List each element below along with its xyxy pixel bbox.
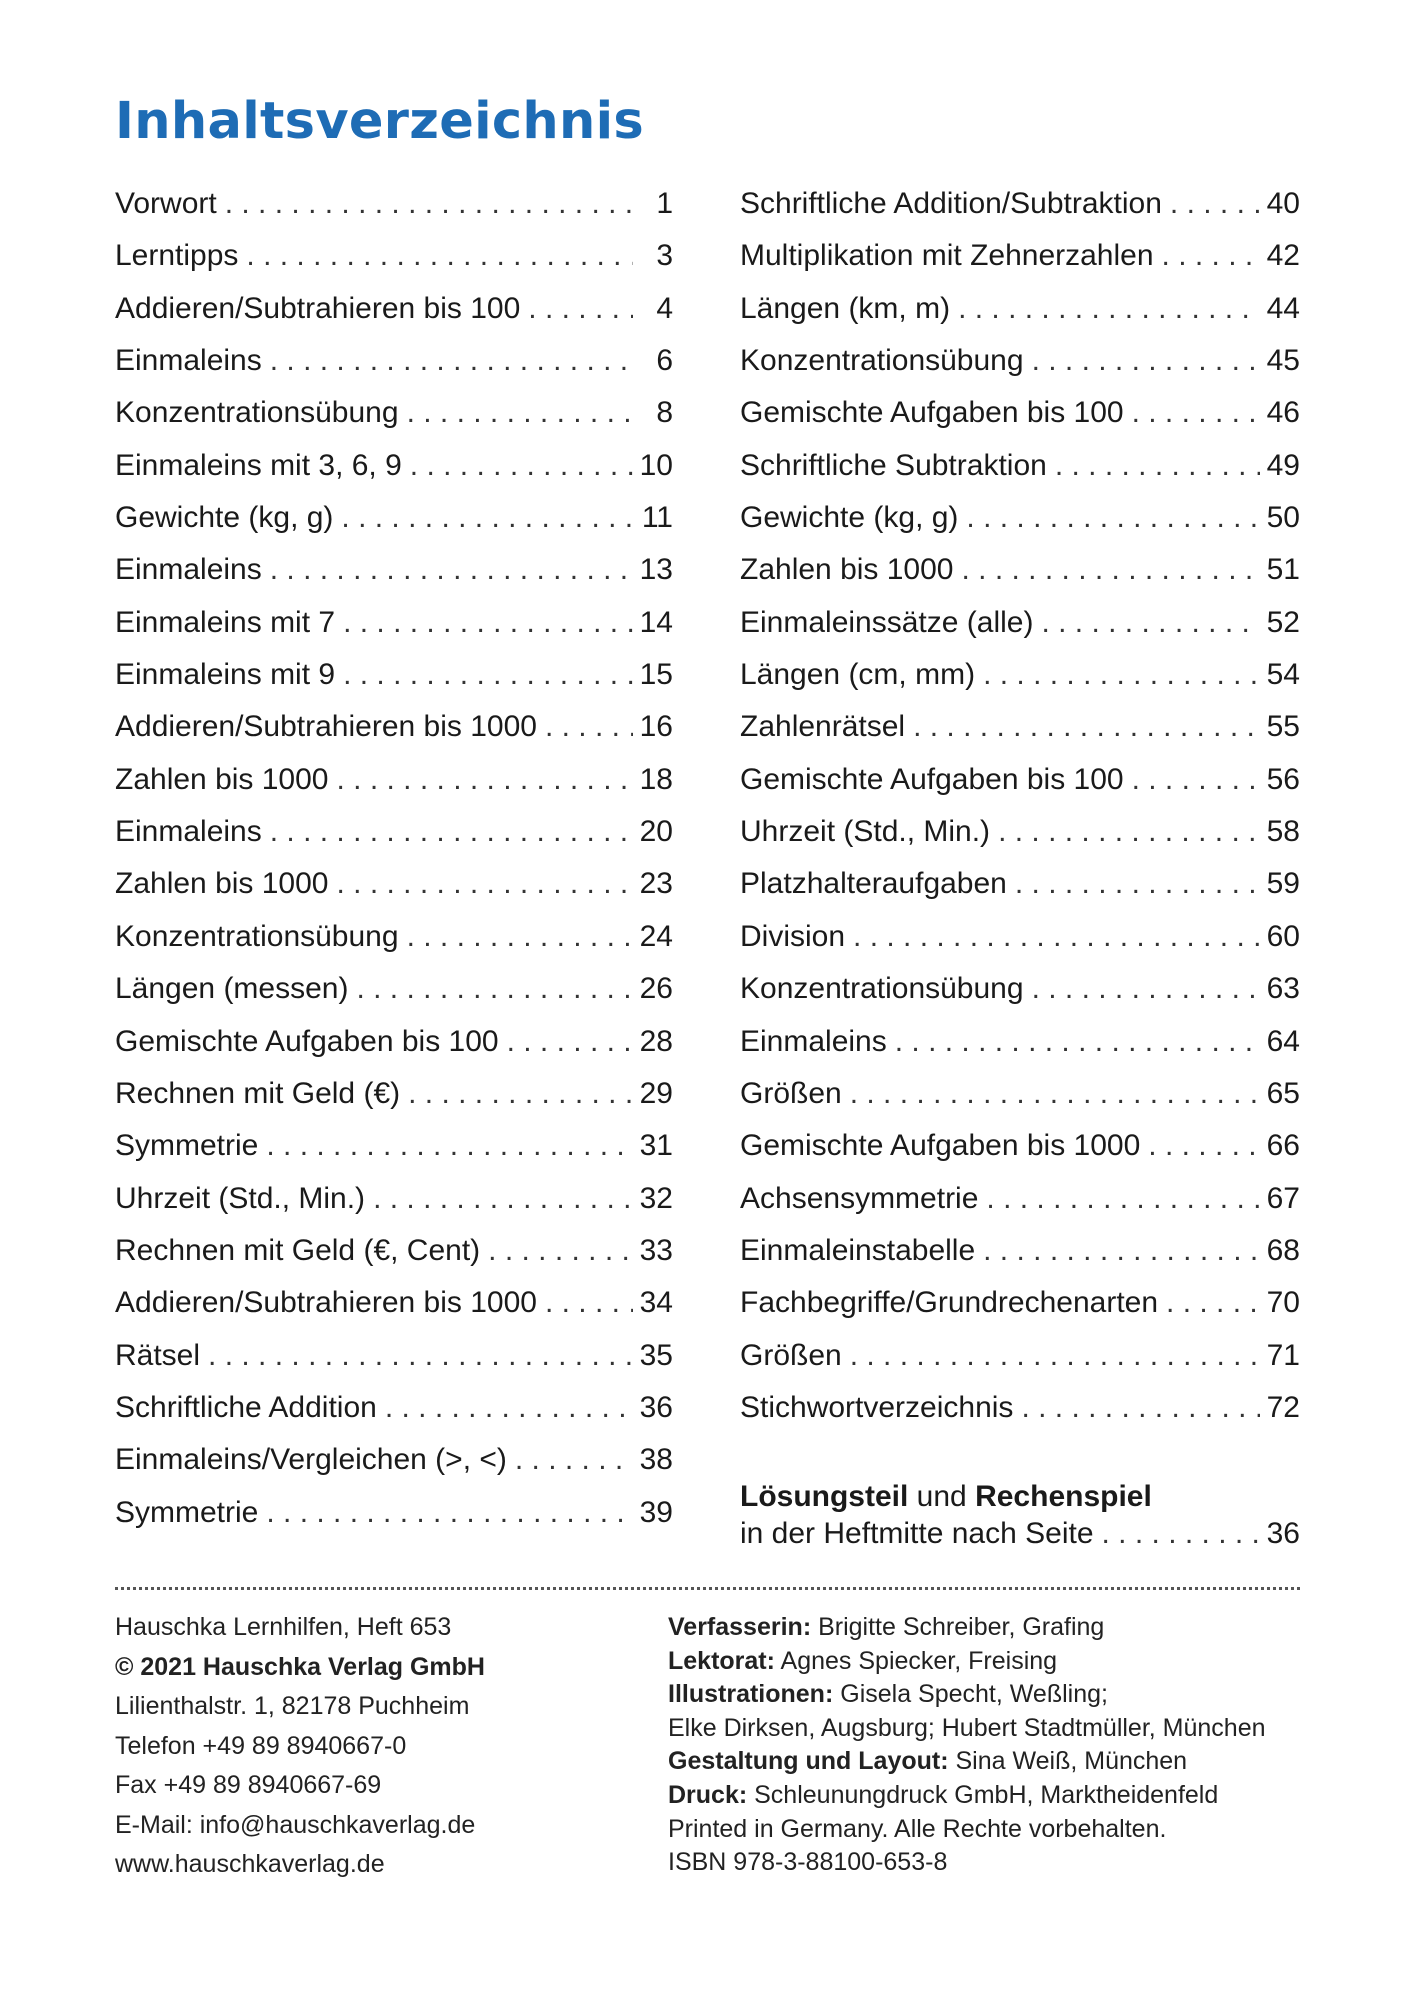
toc-entry-page: 18 <box>639 762 673 796</box>
toc-entry <box>115 178 673 230</box>
toc-entry-page: 8 <box>656 396 673 430</box>
credit-design <box>668 1745 1266 1779</box>
toc-entry-title: Schriftliche Addition/Subtraktion <box>740 187 1162 220</box>
toc-entry-title: Gewichte (kg, g) <box>740 501 959 535</box>
toc-entry-page: 13 <box>639 553 673 587</box>
credit-print-label: Druck: <box>668 1780 748 1809</box>
toc-entry <box>740 335 1300 387</box>
toc-dot-leader <box>1021 1382 1260 1434</box>
toc-entry-title: Platzhalteraufgaben <box>740 867 1007 901</box>
toc-entry-page: 6 <box>656 344 673 378</box>
toc-dot-leader <box>913 701 1260 753</box>
toc-entry-page: 1 <box>656 187 673 220</box>
toc-dot-leader <box>966 492 1260 544</box>
toc-entry-page: 54 <box>1266 658 1300 692</box>
toc-entry-title: Einmaleins <box>115 344 262 378</box>
toc-entry <box>740 1382 1300 1434</box>
toc-entry-title: Konzentrationsübung <box>740 972 1024 1006</box>
toc-entry <box>740 858 1300 910</box>
toc-entry <box>740 544 1300 596</box>
toc-entry-page: 14 <box>639 605 673 639</box>
toc-dot-leader <box>1170 178 1260 230</box>
toc-entry <box>740 230 1300 282</box>
toc-dot-leader <box>208 1330 633 1382</box>
toc-entry-page: 32 <box>639 1181 673 1215</box>
credits-block <box>668 1611 1266 1880</box>
toc-entry-title: Größen <box>740 1076 842 1110</box>
toc-entry-page: 72 <box>1266 1390 1300 1424</box>
toc-entry <box>740 1173 1300 1225</box>
toc-dot-leader <box>850 1068 1260 1120</box>
toc-entry <box>740 963 1300 1015</box>
toc-entry-page: 67 <box>1266 1181 1300 1215</box>
solution-line-1 <box>740 1478 1300 1515</box>
toc-entry <box>740 1120 1300 1172</box>
credit-author-label: Verfasserin: <box>668 1613 812 1641</box>
toc-entry <box>740 440 1300 492</box>
toc-dot-leader <box>853 911 1260 963</box>
toc-entry <box>740 806 1300 858</box>
toc-entry <box>115 701 673 753</box>
toc-entry-page: 51 <box>1266 553 1300 587</box>
toc-entry <box>115 230 673 282</box>
toc-entry-page: 70 <box>1266 1286 1300 1320</box>
toc-entry-title: Längen (messen) <box>115 972 349 1006</box>
toc-entry-page: 15 <box>639 658 673 692</box>
credit-editor <box>668 1645 1266 1679</box>
toc-dot-leader <box>983 649 1260 701</box>
toc-dot-leader <box>1166 1277 1260 1329</box>
toc-entry-page: 71 <box>1266 1338 1300 1372</box>
solution-note <box>740 1478 1300 1552</box>
solution-mid: und <box>908 1480 976 1513</box>
toc-dot-leader <box>373 1173 633 1225</box>
toc-entry <box>115 806 673 858</box>
toc-dot-leader <box>958 283 1260 335</box>
toc-entry-page: 36 <box>639 1390 673 1424</box>
toc-entry-title: Addieren/Subtrahieren bis 1000 <box>115 710 537 744</box>
toc-entry <box>740 1225 1300 1277</box>
toc-entry-page: 4 <box>656 291 673 325</box>
toc-dot-leader <box>407 911 633 963</box>
toc-dot-leader <box>983 1225 1260 1277</box>
toc-entry <box>115 387 673 439</box>
toc-dot-leader <box>356 963 633 1015</box>
toc-dot-leader <box>1132 387 1260 439</box>
imprint-series: Hauschka Lernhilfen, Heft 653 <box>115 1613 452 1641</box>
toc-entry-page: 16 <box>639 710 673 744</box>
toc-entry-page: 56 <box>1266 762 1300 796</box>
toc-entry-page: 33 <box>639 1233 673 1267</box>
toc-entry-title: Konzentrationsübung <box>115 919 399 953</box>
toc-dot-leader <box>266 1487 633 1539</box>
toc-entry-page: 39 <box>639 1495 673 1529</box>
toc-entry-title: Gemischte Aufgaben bis 100 <box>115 1024 499 1058</box>
credit-print <box>668 1779 1266 1813</box>
toc-entry-title: Addieren/Subtrahieren bis 100 <box>115 291 521 325</box>
toc-entry-title: Uhrzeit (Std., Min.) <box>115 1181 366 1215</box>
toc-entry-page: 34 <box>639 1286 673 1320</box>
toc-entry-page: 29 <box>639 1076 673 1110</box>
toc-entry <box>740 178 1300 230</box>
toc-entry-title: Gemischte Aufgaben bis 1000 <box>740 1129 1141 1163</box>
toc-entry <box>740 1068 1300 1120</box>
credit-illustrations-value: Gisela Specht, Weßling; <box>833 1680 1108 1709</box>
publisher-imprint <box>115 1608 485 1885</box>
toc-entry-title: Multiplikation mit Zehnerzahlen <box>740 239 1154 273</box>
toc-entry <box>740 754 1300 806</box>
toc-dot-leader <box>266 1120 633 1172</box>
toc-dot-leader <box>270 544 633 596</box>
toc-entry-page: 44 <box>1266 291 1300 325</box>
toc-entry-title: Zahlen bis 1000 <box>115 867 329 901</box>
toc-entry <box>115 1016 673 1068</box>
toc-entry-page: 40 <box>1266 187 1300 220</box>
toc-dot-leader <box>545 701 633 753</box>
toc-entry-page: 45 <box>1266 344 1300 378</box>
toc-entry-title: Konzentrationsübung <box>740 344 1024 378</box>
toc-dot-leader <box>407 387 633 439</box>
toc-entry-page: 59 <box>1266 867 1300 901</box>
toc-entry-title: Gemischte Aufgaben bis 100 <box>740 396 1124 430</box>
credit-illustrations <box>668 1678 1266 1712</box>
toc-entry-page: 55 <box>1266 710 1300 744</box>
toc-entry-title: Lerntipps <box>115 239 239 273</box>
toc-dot-leader <box>1162 230 1260 282</box>
toc-entry-title: Einmaleinssätze (alle) <box>740 605 1034 639</box>
toc-entry-title: Stichwortverzeichnis <box>740 1390 1014 1424</box>
toc-entry <box>115 1487 673 1539</box>
toc-entry-page: 58 <box>1266 815 1300 849</box>
toc-dot-leader <box>337 754 634 806</box>
toc-entry-title: Achsensymmetrie <box>740 1181 979 1215</box>
credit-print-value: Schleunungdruck GmbH, Marktheidenfeld <box>747 1780 1219 1809</box>
toc-dot-leader <box>850 1330 1260 1382</box>
credit-design-label: Gestaltung und Layout: <box>668 1747 949 1776</box>
toc-dot-leader <box>343 597 633 649</box>
toc-left-column <box>115 178 673 1539</box>
toc-entry-title: Einmaleins/Vergleichen (>, <) <box>115 1443 507 1477</box>
toc-entry-title: Schriftliche Subtraktion <box>740 448 1047 482</box>
toc-entry <box>115 754 673 806</box>
toc-entry-page: 52 <box>1266 605 1300 639</box>
toc-dot-leader <box>507 1016 633 1068</box>
toc-dot-leader <box>515 1434 633 1486</box>
credit-author-value: Brigitte Schreiber, Grafing <box>811 1613 1105 1641</box>
toc-dot-leader <box>998 806 1260 858</box>
toc-dot-leader <box>337 858 634 910</box>
toc-entry-title: Schriftliche Addition <box>115 1390 377 1424</box>
toc-entry <box>740 911 1300 963</box>
toc-entry-page: 46 <box>1266 396 1300 430</box>
toc-entry-title: Addieren/Subtrahieren bis 1000 <box>115 1286 537 1320</box>
imprint-fax: Fax +49 89 8940667-69 <box>115 1771 382 1799</box>
toc-entry <box>115 1068 673 1120</box>
toc-entry-title: Einmaleins mit 3, 6, 9 <box>115 448 402 482</box>
toc-entry <box>115 1382 673 1434</box>
solution-bold-2: Rechenspiel <box>975 1480 1152 1513</box>
toc-entry <box>115 1120 673 1172</box>
toc-entry-page: 42 <box>1266 239 1300 273</box>
toc-entry-page: 26 <box>639 972 673 1006</box>
toc-entry-title: Rechnen mit Geld (€) <box>115 1076 401 1110</box>
toc-entry-title: Symmetrie <box>115 1495 259 1529</box>
imprint-web: www.hauschkaverlag.de <box>115 1850 385 1878</box>
solution-page: 36 <box>1266 1517 1300 1550</box>
toc-dot-leader <box>1055 440 1260 492</box>
toc-entry <box>115 1277 673 1329</box>
toc-entry-title: Symmetrie <box>115 1129 259 1163</box>
toc-entry <box>740 1016 1300 1068</box>
toc-dot-leader <box>488 1225 633 1277</box>
toc-entry-page: 23 <box>639 867 673 901</box>
toc-dot-leader <box>528 283 633 335</box>
toc-dot-leader <box>270 806 633 858</box>
toc-dot-leader <box>1041 597 1260 649</box>
toc-entry-page: 65 <box>1266 1076 1300 1110</box>
toc-dot-leader <box>410 440 633 492</box>
toc-entry <box>115 1173 673 1225</box>
toc-entry-page: 60 <box>1266 919 1300 953</box>
toc-dot-leader <box>343 649 633 701</box>
toc-entry-page: 49 <box>1266 448 1300 482</box>
credit-illustrations-cont: Elke Dirksen, Augsburg; Hubert Stadtmüller, München <box>668 1713 1266 1742</box>
toc-entry-page: 35 <box>639 1338 673 1372</box>
toc-entry <box>115 911 673 963</box>
toc-entry-title: Zahlen bis 1000 <box>115 762 329 796</box>
toc-entry-title: Gewichte (kg, g) <box>115 501 334 535</box>
toc-entry-page: 68 <box>1266 1233 1300 1267</box>
toc-entry-title: Einmaleins <box>115 553 262 587</box>
toc-entry <box>740 701 1300 753</box>
imprint-email: E-Mail: info@hauschkaverlag.de <box>115 1810 476 1839</box>
toc-dot-leader <box>1102 1515 1260 1552</box>
toc-entry <box>115 597 673 649</box>
toc-entry-page: 28 <box>639 1024 673 1058</box>
toc-dot-leader <box>545 1277 633 1329</box>
toc-entry-page: 31 <box>639 1129 673 1163</box>
toc-entry <box>740 492 1300 544</box>
toc-entry <box>115 335 673 387</box>
toc-entry <box>740 387 1300 439</box>
toc-entry <box>115 1330 673 1382</box>
toc-entry <box>115 649 673 701</box>
toc-dot-leader <box>246 230 633 282</box>
toc-dot-leader <box>962 544 1261 596</box>
toc-entry <box>115 1225 673 1277</box>
toc-dot-leader <box>1148 1120 1260 1172</box>
toc-dot-leader <box>895 1016 1260 1068</box>
toc-dot-leader <box>225 178 633 230</box>
toc-entry <box>740 1330 1300 1382</box>
toc-dot-leader <box>408 1068 633 1120</box>
toc-right-column <box>740 178 1300 1434</box>
toc-entry-title: Gemischte Aufgaben bis 100 <box>740 762 1124 796</box>
toc-entry-page: 64 <box>1266 1024 1300 1058</box>
toc-dot-leader <box>270 335 633 387</box>
imprint-phone: Telefon +49 89 8940667-0 <box>115 1731 407 1760</box>
toc-entry-title: Konzentrationsübung <box>115 396 399 430</box>
toc-entry <box>115 963 673 1015</box>
credit-isbn: ISBN 978-3-88100-653-8 <box>668 1848 948 1877</box>
toc-entry-title: Zahlenrätsel <box>740 710 906 744</box>
toc-dot-leader <box>1032 335 1260 387</box>
toc-entry-title: Fachbegriffe/Grundrechenarten <box>740 1286 1159 1320</box>
toc-entry <box>740 1277 1300 1329</box>
credit-illustrations-label: Illustrationen: <box>668 1680 834 1709</box>
solution-line-2 <box>740 1515 1300 1552</box>
toc-entry-page: 20 <box>639 815 673 849</box>
toc-entry <box>740 283 1300 335</box>
toc-dot-leader <box>341 492 633 544</box>
toc-dot-leader <box>1032 963 1260 1015</box>
toc-entry-title: Einmaleinstabelle <box>740 1233 976 1267</box>
page-title: Inhaltsverzeichnis <box>115 92 645 151</box>
dotted-separator <box>115 1587 1300 1590</box>
toc-entry <box>115 283 673 335</box>
credit-editor-value: Agnes Spiecker, Freising <box>774 1646 1058 1675</box>
toc-entry-page: 63 <box>1266 972 1300 1006</box>
toc-entry-title: Zahlen bis 1000 <box>740 553 954 587</box>
toc-entry <box>740 597 1300 649</box>
toc-entry-title: Uhrzeit (Std., Min.) <box>740 815 991 849</box>
toc-entry-title: Größen <box>740 1338 842 1372</box>
imprint-copyright: © 2021 Hauschka Verlag GmbH <box>115 1652 485 1681</box>
toc-dot-leader <box>986 1173 1260 1225</box>
toc-entry-page: 11 <box>641 501 673 535</box>
toc-entry-page: 38 <box>639 1443 673 1477</box>
toc-entry-title: Division <box>740 919 846 953</box>
toc-dot-leader <box>1015 858 1260 910</box>
toc-entry-title: Rechnen mit Geld (€, Cent) <box>115 1233 481 1267</box>
toc-entry <box>115 544 673 596</box>
toc-entry <box>115 1434 673 1486</box>
toc-entry-page: 66 <box>1266 1129 1300 1163</box>
toc-entry-page: 24 <box>639 919 673 953</box>
toc-entry-title: Längen (km, m) <box>740 291 951 325</box>
toc-entry <box>115 492 673 544</box>
toc-dot-leader <box>1132 754 1260 806</box>
toc-entry <box>115 858 673 910</box>
toc-entry-page: 50 <box>1266 501 1300 535</box>
credit-editor-label: Lektorat: <box>668 1646 775 1675</box>
credit-author <box>668 1611 1266 1645</box>
toc-entry-title: Längen (cm, mm) <box>740 658 976 692</box>
toc-entry-page: 10 <box>639 448 673 482</box>
solution-text: in der Heftmitte nach Seite <box>740 1517 1094 1550</box>
toc-entry-title: Einmaleins <box>740 1024 887 1058</box>
imprint-address: Lilienthalstr. 1, 82178 Puchheim <box>115 1692 470 1720</box>
toc-dot-leader <box>385 1382 633 1434</box>
toc-entry-title: Einmaleins mit 7 <box>115 605 336 639</box>
toc-entry-title: Vorwort <box>115 187 217 220</box>
toc-entry <box>115 440 673 492</box>
credit-rights: Printed in Germany. Alle Rechte vorbehalten. <box>668 1814 1167 1843</box>
toc-entry-title: Einmaleins <box>115 815 262 849</box>
toc-entry-title: Einmaleins mit 9 <box>115 658 336 692</box>
toc-entry-page: 3 <box>656 239 673 273</box>
toc-entry-title: Rätsel <box>115 1338 201 1372</box>
solution-bold-1: Lösungsteil <box>740 1480 909 1513</box>
credit-design-value: Sina Weiß, München <box>948 1747 1188 1776</box>
toc-entry <box>740 649 1300 701</box>
